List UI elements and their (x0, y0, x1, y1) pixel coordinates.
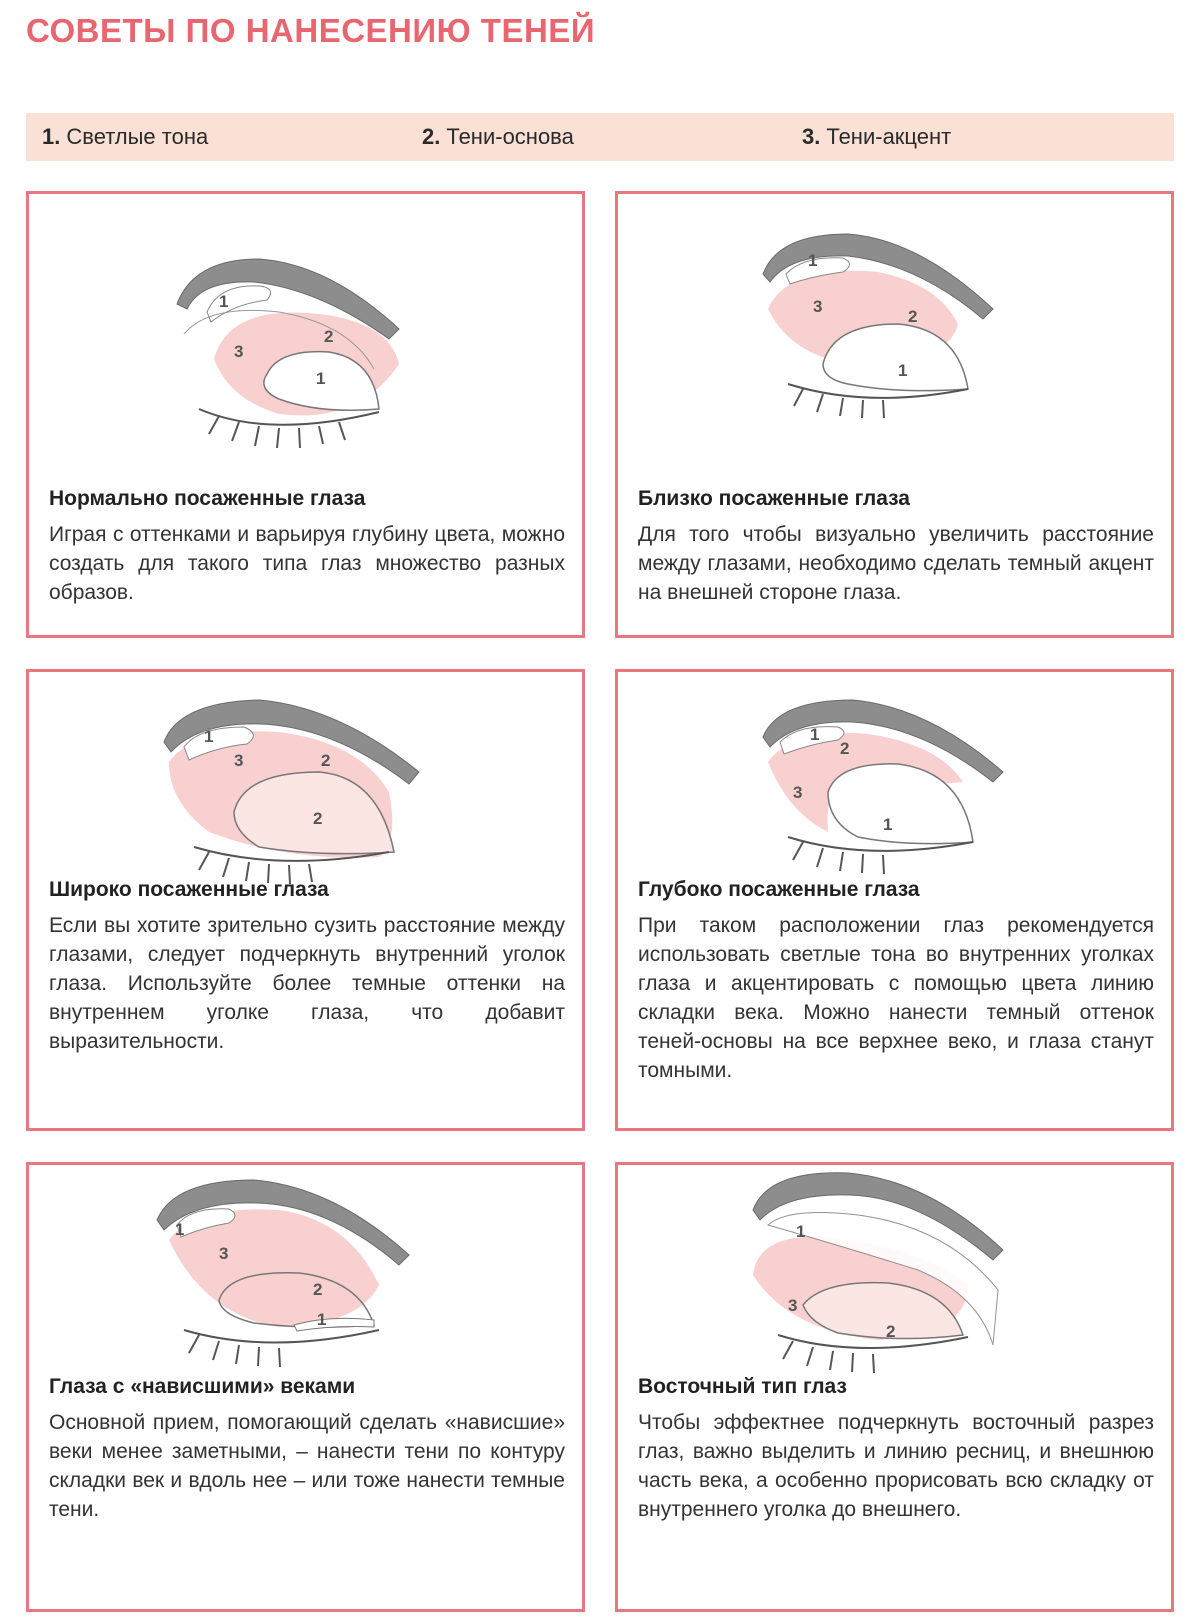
zone-label: 3 (813, 297, 823, 316)
legend-item-light (42, 124, 208, 150)
legend-number: 1. (42, 124, 61, 149)
page-title: СОВЕТЫ ПО НАНЕСЕНИЮ ТЕНЕЙ (26, 12, 596, 49)
eye-diagram-hooded (29, 1165, 582, 1445)
zone-label: 1 (796, 1222, 806, 1241)
zone-label: 3 (234, 342, 244, 361)
zone-label: 3 (788, 1296, 798, 1315)
card-title: Глубоко посаженные глаза (638, 878, 920, 901)
card-normal-eyes (26, 191, 585, 638)
zone-label: 1 (808, 251, 818, 270)
legend-label: Тени-основа (446, 124, 574, 149)
zone-label: 3 (219, 1244, 229, 1263)
eye-diagram-asian (618, 1165, 1171, 1445)
zone-label: 2 (908, 307, 918, 326)
legend-bar (26, 113, 1174, 161)
card-text: Основной прием, помогающий сделать «нависшие» веки менее заметными, – нанести тени по контуру складки век и вдоль нее – или тоже нанести темные тени. (49, 1411, 565, 1521)
card-close-set-eyes (615, 191, 1174, 638)
card-title: Близко посаженные глаза (638, 487, 910, 510)
legend-label: Светлые тона (66, 124, 209, 149)
card-text: При таком расположении глаз рекомендуется использовать светлые тона во внутренних уголках глаза и акцентировать с помощью цвета линию складки века. Можно нанести темный оттенок теней-основы на все верхнее веко, и глаза станут томными. (638, 914, 1154, 1082)
card-text: Если вы хотите зрительно сузить расстояние между глазами, следует подчеркнуть внутренний уголок глаза. Используйте более темные оттенки на внутреннем уголке глаза, что добавит выразительности. (49, 914, 565, 1053)
zone-label: 1 (883, 815, 893, 834)
card-text: Чтобы эффектнее подчеркнуть восточный разрез глаз, важно выделить и линию ресниц, и внешнюю часть века, а особенно прорисовать всю складку от внутреннего уголка до внешнего. (638, 1411, 1154, 1521)
card-text: Для того чтобы визуально увеличить расстояние между глазами, необходимо сделать темный акцент на внешней стороне глаза. (638, 523, 1154, 604)
card-asian-eyes (615, 1162, 1174, 1612)
zone-label: 2 (321, 751, 331, 770)
card-hooded-eyes (26, 1162, 585, 1612)
card-title: Нормально посаженные глаза (49, 487, 366, 510)
zone-label: 2 (886, 1322, 896, 1341)
card-title: Глаза с «нависшими» веками (49, 1375, 356, 1398)
zone-label: 1 (204, 727, 214, 746)
zone-label: 1 (316, 369, 326, 388)
zone-label: 1 (810, 725, 820, 744)
card-wide-set-eyes (26, 669, 585, 1131)
eye-diagram-close-set (618, 194, 1171, 494)
legend-number: 2. (422, 124, 441, 149)
card-title: Восточный тип глаз (638, 1375, 847, 1398)
eye-diagram-normal (29, 194, 582, 494)
zone-label: 2 (324, 327, 334, 346)
lashes (778, 1335, 968, 1373)
legend-item-base (422, 124, 574, 150)
zone-label: 1 (898, 361, 908, 380)
zone-label: 2 (313, 1280, 323, 1299)
zone-label: 1 (317, 1310, 327, 1329)
legend-label: Тени-акцент (826, 124, 952, 149)
zone-label: 3 (234, 751, 244, 770)
legend-number: 3. (802, 124, 821, 149)
card-title: Широко посаженные глаза (49, 878, 329, 901)
zone-label: 1 (175, 1220, 185, 1239)
zone-label: 2 (313, 809, 323, 828)
zone-label: 2 (840, 739, 850, 758)
zone-label: 1 (219, 292, 229, 311)
card-text: Играя с оттенками и варьируя глубину цвета, можно создать для такого типа глаз множество разных образов. (49, 523, 565, 604)
card-deep-set-eyes (615, 669, 1174, 1131)
lashes (184, 1330, 379, 1367)
legend-item-accent (802, 124, 951, 150)
zone-label: 3 (793, 783, 803, 802)
